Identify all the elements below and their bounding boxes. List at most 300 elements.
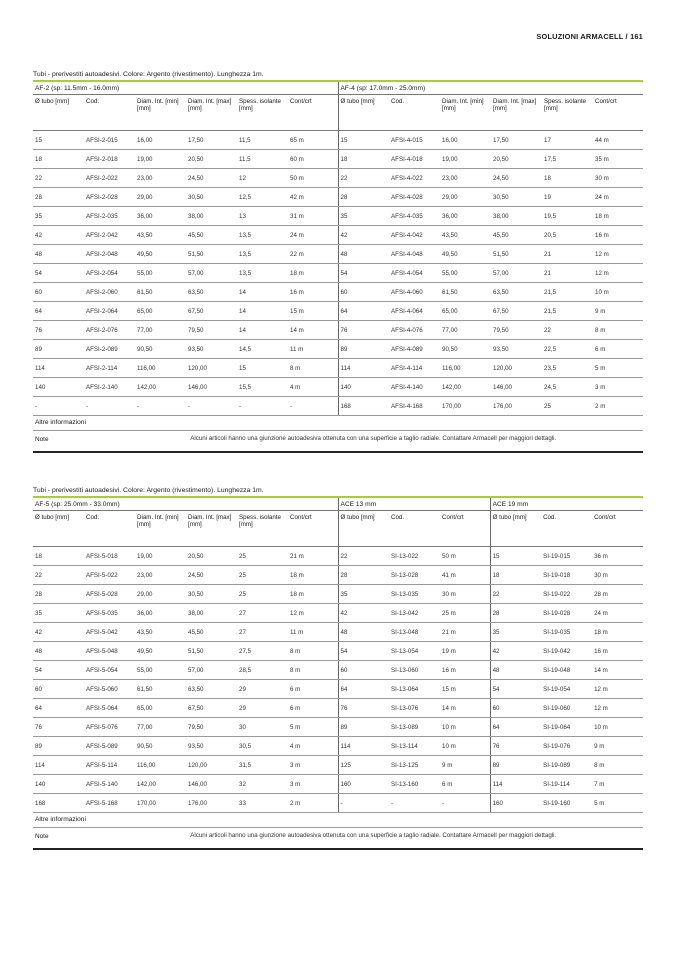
- table-cell: 20,50: [186, 150, 237, 169]
- table-cell: 60: [33, 680, 84, 699]
- table-cell: AFSI-5-076: [84, 718, 135, 737]
- table-cell: 89: [33, 737, 84, 756]
- column-header: Diam. Int. [min] [mm]: [440, 95, 491, 131]
- table-row: [33, 264, 643, 283]
- table-cell: -: [135, 397, 186, 416]
- column-header: Spess. isolante [mm]: [237, 95, 288, 131]
- table-cell: 22: [338, 547, 389, 566]
- table-cell: 60: [490, 699, 541, 718]
- column-header: Cod.: [389, 95, 440, 131]
- table-cell: 24 m: [593, 188, 643, 207]
- product-section-af2-af4: [33, 69, 643, 453]
- table-cell: 176,00: [491, 397, 542, 416]
- table-cell: 9 m: [592, 737, 643, 756]
- group-header: ACE 13 mm: [338, 498, 490, 511]
- table-cell: 19,00: [135, 150, 186, 169]
- table-cell: 2 m: [593, 397, 643, 416]
- table-cell: 60: [33, 283, 84, 302]
- column-header: Spess. isolante [mm]: [237, 511, 288, 547]
- column-header: Cod.: [541, 511, 592, 547]
- group-header: AF-5 (sp: 25.0mm - 33.0mm): [33, 498, 338, 511]
- column-header: Cont/crt: [288, 511, 338, 547]
- table-row: [33, 302, 643, 321]
- table-cell: 20,5: [542, 226, 593, 245]
- table-cell: 45,50: [491, 226, 542, 245]
- column-header-row: [33, 95, 643, 131]
- table-cell: AFSI-2-140: [84, 378, 135, 397]
- table-cell: 49,50: [440, 245, 491, 264]
- column-header: Cod.: [84, 95, 135, 131]
- table-cell: AFSI-4-018: [389, 150, 440, 169]
- group-header-row: [33, 82, 643, 95]
- product-table: [33, 498, 643, 813]
- table-row: [33, 699, 643, 718]
- table-cell: 14: [237, 302, 288, 321]
- table-cell: 14: [237, 283, 288, 302]
- table-cell: 22: [33, 169, 84, 188]
- table-cell: 38,00: [186, 604, 237, 623]
- table-cell: 30: [237, 718, 288, 737]
- table-cell: 65 m: [288, 131, 338, 150]
- table-cell: 8 m: [592, 756, 643, 775]
- table-cell: 43,50: [135, 623, 186, 642]
- table-cell: AFSI-2-076: [84, 321, 135, 340]
- table-cell: 8 m: [288, 642, 338, 661]
- table-row: [33, 188, 643, 207]
- table-cell: SI-13-160: [389, 775, 440, 794]
- table-cell: AFSI-2-022: [84, 169, 135, 188]
- table-cell: 30 m: [593, 169, 643, 188]
- table-cell: 13,5: [237, 264, 288, 283]
- table-cell: AFSI-4-089: [389, 340, 440, 359]
- table-cell: 42: [490, 642, 541, 661]
- table-cell: AFSI-4-028: [389, 188, 440, 207]
- column-header: Diam. Int. [min] [mm]: [135, 511, 186, 547]
- table-cell: 48: [33, 245, 84, 264]
- table-cell: 32: [237, 775, 288, 794]
- table-cell: 24,50: [491, 169, 542, 188]
- table-cell: 170,00: [440, 397, 491, 416]
- table-cell: 42: [33, 226, 84, 245]
- table-cell: AFSI-2-060: [84, 283, 135, 302]
- table-cell: 30,50: [186, 585, 237, 604]
- table-cell: SI-19-022: [541, 585, 592, 604]
- table-row: [33, 794, 643, 813]
- table-cell: 36,00: [135, 604, 186, 623]
- group-header: ACE 19 mm: [490, 498, 643, 511]
- table-cell: 18: [338, 150, 389, 169]
- column-header: Ø tubo [mm]: [338, 511, 389, 547]
- table-cell: 48: [338, 623, 389, 642]
- table-cell: 114: [338, 737, 389, 756]
- table-cell: SI-13-076: [389, 699, 440, 718]
- table-cell: AFSI-5-114: [84, 756, 135, 775]
- column-header: Ø tubo [mm]: [490, 511, 541, 547]
- note-row: [33, 431, 643, 453]
- table-cell: 17: [542, 131, 593, 150]
- table-cell: SI-13-125: [389, 756, 440, 775]
- table-cell: 35 m: [593, 150, 643, 169]
- table-cell: 7 m: [592, 775, 643, 794]
- table-cell: 51,50: [186, 245, 237, 264]
- table-row: [33, 547, 643, 566]
- table-cell: 11 m: [288, 623, 338, 642]
- table-cell: 19,5: [542, 207, 593, 226]
- table-cell: 16,00: [135, 131, 186, 150]
- note-row: [33, 828, 643, 850]
- table-cell: 120,00: [186, 359, 237, 378]
- table-cell: 30 m: [592, 566, 643, 585]
- table-cell: 18: [33, 547, 84, 566]
- table-cell: AFSI-2-028: [84, 188, 135, 207]
- table-cell: 19,00: [135, 547, 186, 566]
- table-row: [33, 340, 643, 359]
- table-cell: 79,50: [186, 718, 237, 737]
- table-row: [33, 623, 643, 642]
- table-cell: 3 m: [288, 756, 338, 775]
- table-cell: 76: [338, 321, 389, 340]
- table-cell: 21,5: [542, 302, 593, 321]
- table-cell: 10 m: [593, 283, 643, 302]
- table-row: [33, 131, 643, 150]
- column-header: Cod.: [84, 511, 135, 547]
- table-cell: 16,00: [440, 131, 491, 150]
- table-cell: SI-13-028: [389, 566, 440, 585]
- table-cell: 63,50: [186, 283, 237, 302]
- table-cell: 93,50: [491, 340, 542, 359]
- table-cell: 45,50: [186, 226, 237, 245]
- table-cell: 120,00: [186, 756, 237, 775]
- table-row: [33, 169, 643, 188]
- table-cell: AFSI-5-022: [84, 566, 135, 585]
- table-cell: 77,00: [135, 321, 186, 340]
- table-cell: AFSI-2-064: [84, 302, 135, 321]
- table-cell: 13: [237, 207, 288, 226]
- table-cell: 140: [338, 378, 389, 397]
- table-cell: 8 m: [288, 359, 338, 378]
- table-cell: 6 m: [288, 699, 338, 718]
- table-cell: 60 m: [288, 150, 338, 169]
- table-cell: 114: [490, 775, 541, 794]
- table-cell: SI-19-028: [541, 604, 592, 623]
- section-title: Tubi - prerivestiti autoadesivi. Colore: Argento (rivestimento). Lunghezza 1m.: [33, 71, 264, 78]
- table-cell: 64: [338, 302, 389, 321]
- table-cell: 14 m: [592, 661, 643, 680]
- column-header: Diam. Int. [min] [mm]: [135, 95, 186, 131]
- table-cell: 14 m: [440, 699, 490, 718]
- table-cell: 63,50: [491, 283, 542, 302]
- table-cell: 23,00: [440, 169, 491, 188]
- table-cell: 24,5: [542, 378, 593, 397]
- table-cell: 51,50: [491, 245, 542, 264]
- column-header: Cont/crt: [440, 511, 490, 547]
- column-header-row: [33, 511, 643, 547]
- table-cell: 15 m: [440, 680, 490, 699]
- table-cell: 33: [237, 794, 288, 813]
- table-cell: 6 m: [288, 680, 338, 699]
- table-row: [33, 604, 643, 623]
- table-cell: 65,00: [440, 302, 491, 321]
- table-cell: AFSI-5-054: [84, 661, 135, 680]
- column-header: Ø tubo [mm]: [33, 511, 84, 547]
- column-header: Spess. isolante [mm]: [542, 95, 593, 131]
- table-cell: 21 m: [440, 623, 490, 642]
- table-cell: 15: [237, 359, 288, 378]
- column-header: Diam. Int. [max] [mm]: [186, 511, 237, 547]
- section-title: Tubi - prerivestiti autoadesivi. Colore: Argento (rivestimento). Lunghezza 1m.: [33, 487, 264, 494]
- table-cell: SI-13-064: [389, 680, 440, 699]
- table-cell: 114: [33, 359, 84, 378]
- table-cell: 8 m: [593, 321, 643, 340]
- table-cell: 4 m: [288, 737, 338, 756]
- table-cell: 51,50: [186, 642, 237, 661]
- table-cell: 35: [490, 623, 541, 642]
- table-cell: 30,5: [237, 737, 288, 756]
- table-cell: 67,50: [186, 699, 237, 718]
- table-cell: 27: [237, 604, 288, 623]
- table-cell: 30,50: [186, 188, 237, 207]
- table-cell: 160: [338, 775, 389, 794]
- table-cell: 16 m: [592, 642, 643, 661]
- table-cell: 18 m: [288, 585, 338, 604]
- table-cell: 35: [33, 604, 84, 623]
- table-cell: 24 m: [288, 226, 338, 245]
- table-cell: 160: [490, 794, 541, 813]
- table-cell: 116,00: [135, 756, 186, 775]
- table-cell: 176,00: [186, 794, 237, 813]
- table-cell: 6 m: [440, 775, 490, 794]
- table-cell: 64: [33, 302, 84, 321]
- table-cell: 64: [33, 699, 84, 718]
- table-cell: AFSI-5-018: [84, 547, 135, 566]
- table-cell: 10 m: [440, 718, 490, 737]
- table-cell: 44 m: [593, 131, 643, 150]
- table-cell: 170,00: [135, 794, 186, 813]
- table-cell: 67,50: [186, 302, 237, 321]
- table-cell: 35: [338, 585, 389, 604]
- table-cell: 29,00: [135, 188, 186, 207]
- table-cell: 29,00: [135, 585, 186, 604]
- table-row: [33, 737, 643, 756]
- table-cell: AFSI-5-168: [84, 794, 135, 813]
- table-row: [33, 585, 643, 604]
- table-cell: 28: [338, 188, 389, 207]
- table-row: [33, 245, 643, 264]
- table-cell: 76: [33, 321, 84, 340]
- table-cell: 9 m: [593, 302, 643, 321]
- table-cell: 65,00: [135, 302, 186, 321]
- table-cell: 42: [338, 604, 389, 623]
- table-cell: 93,50: [186, 340, 237, 359]
- table-cell: 25: [542, 397, 593, 416]
- table-cell: -: [33, 397, 84, 416]
- table-cell: 54: [490, 680, 541, 699]
- table-cell: 2 m: [288, 794, 338, 813]
- table-cell: 38,00: [186, 207, 237, 226]
- table-row: [33, 680, 643, 699]
- table-cell: 36,00: [440, 207, 491, 226]
- table-cell: 15,5: [237, 378, 288, 397]
- table-cell: 12 m: [593, 245, 643, 264]
- table-row: [33, 226, 643, 245]
- table-cell: AFSI-2-054: [84, 264, 135, 283]
- table-cell: AFSI-4-140: [389, 378, 440, 397]
- product-table: [33, 82, 643, 416]
- column-header: Cont/crt: [288, 95, 338, 131]
- table-cell: 168: [338, 397, 389, 416]
- table-cell: 60: [338, 283, 389, 302]
- table-cell: 22,5: [542, 340, 593, 359]
- table-cell: 43,50: [440, 226, 491, 245]
- table-cell: 18 m: [592, 623, 643, 642]
- table-cell: AFSI-2-089: [84, 340, 135, 359]
- table-cell: 57,00: [186, 264, 237, 283]
- table-cell: AFSI-2-015: [84, 131, 135, 150]
- table-cell: 18: [490, 566, 541, 585]
- table-cell: 23,5: [542, 359, 593, 378]
- table-cell: SI-19-064: [541, 718, 592, 737]
- table-cell: 38,00: [491, 207, 542, 226]
- table-cell: 29,00: [440, 188, 491, 207]
- table-cell: 29: [237, 680, 288, 699]
- table-row: [33, 378, 643, 397]
- table-cell: 63,50: [186, 680, 237, 699]
- table-cell: 57,00: [186, 661, 237, 680]
- column-header: Cod.: [389, 511, 440, 547]
- table-cell: AFSI-5-028: [84, 585, 135, 604]
- table-cell: 11,5: [237, 150, 288, 169]
- table-row: [33, 321, 643, 340]
- table-cell: 21: [542, 264, 593, 283]
- table-cell: 31 m: [288, 207, 338, 226]
- table-row: [33, 718, 643, 737]
- table-cell: 5 m: [288, 718, 338, 737]
- table-cell: 54: [33, 661, 84, 680]
- table-cell: SI-13-054: [389, 642, 440, 661]
- table-cell: 19: [542, 188, 593, 207]
- table-cell: 25: [237, 585, 288, 604]
- table-cell: 20,50: [186, 547, 237, 566]
- table-cell: SI-13-114: [389, 737, 440, 756]
- table-cell: 21,5: [542, 283, 593, 302]
- table-cell: 21: [542, 245, 593, 264]
- table-cell: 57,00: [491, 264, 542, 283]
- table-cell: SI-19-035: [541, 623, 592, 642]
- table-cell: 42: [33, 623, 84, 642]
- table-cell: AFSI-4-076: [389, 321, 440, 340]
- table-cell: SI-13-060: [389, 661, 440, 680]
- table-cell: 31,5: [237, 756, 288, 775]
- column-header: Ø tubo [mm]: [338, 95, 389, 131]
- table-cell: 3 m: [288, 775, 338, 794]
- table-cell: 54: [338, 642, 389, 661]
- table-cell: AFSI-5-089: [84, 737, 135, 756]
- table-cell: 125: [338, 756, 389, 775]
- table-cell: 16 m: [288, 283, 338, 302]
- table-cell: AFSI-5-064: [84, 699, 135, 718]
- table-cell: 22: [490, 585, 541, 604]
- table-cell: 55,00: [135, 264, 186, 283]
- table-cell: 19,00: [440, 150, 491, 169]
- table-cell: 10 m: [440, 737, 490, 756]
- table-cell: SI-19-089: [541, 756, 592, 775]
- table-cell: -: [440, 794, 490, 813]
- table-cell: 14: [237, 321, 288, 340]
- table-cell: 12: [237, 169, 288, 188]
- table-cell: 90,50: [135, 340, 186, 359]
- page-header-title: SOLUZIONI ARMACELL / 161: [536, 32, 643, 41]
- table-cell: AFSI-4-168: [389, 397, 440, 416]
- table-cell: SI-19-160: [541, 794, 592, 813]
- table-cell: 89: [33, 340, 84, 359]
- table-cell: 65,00: [135, 699, 186, 718]
- table-cell: 18 m: [593, 207, 643, 226]
- table-cell: 12 m: [592, 680, 643, 699]
- table-cell: 142,00: [135, 378, 186, 397]
- table-cell: 76: [338, 699, 389, 718]
- table-cell: 15 m: [288, 302, 338, 321]
- table-cell: AFSI-4-054: [389, 264, 440, 283]
- table-cell: 45,50: [186, 623, 237, 642]
- table-cell: 15: [33, 131, 84, 150]
- table-row: [33, 397, 643, 416]
- table-cell: 89: [490, 756, 541, 775]
- table-cell: 64: [338, 680, 389, 699]
- table-cell: 41 m: [440, 566, 490, 585]
- table-row: [33, 207, 643, 226]
- table-cell: 76: [490, 737, 541, 756]
- table-cell: AFSI-4-048: [389, 245, 440, 264]
- table-cell: 60: [338, 661, 389, 680]
- table-cell: SI-19-042: [541, 642, 592, 661]
- note-text: Alcuni articoli hanno una giunzione autoadesiva ottenuta con una superficie a taglio radiale. Contattare Armacell per maggiori dettagli.: [190, 435, 557, 442]
- table-cell: 50 m: [288, 169, 338, 188]
- table-cell: 21 m: [288, 547, 338, 566]
- table-cell: 89: [338, 340, 389, 359]
- column-header: Diam. Int. [max] [mm]: [491, 95, 542, 131]
- table-cell: AFSI-5-060: [84, 680, 135, 699]
- table-cell: AFSI-4-022: [389, 169, 440, 188]
- table-cell: 146,00: [186, 378, 237, 397]
- table-cell: AFSI-4-114: [389, 359, 440, 378]
- table-cell: 114: [338, 359, 389, 378]
- table-cell: SI-19-048: [541, 661, 592, 680]
- table-cell: 14,5: [237, 340, 288, 359]
- table-cell: 146,00: [186, 775, 237, 794]
- table-cell: SI-13-035: [389, 585, 440, 604]
- product-section-af5-ace: [33, 485, 643, 850]
- table-cell: 61,50: [440, 283, 491, 302]
- table-cell: 24 m: [592, 604, 643, 623]
- table-cell: -: [389, 794, 440, 813]
- table-cell: -: [288, 397, 338, 416]
- table-cell: AFSI-2-114: [84, 359, 135, 378]
- table-cell: 55,00: [135, 661, 186, 680]
- table-cell: 18: [542, 169, 593, 188]
- table-cell: 28,5: [237, 661, 288, 680]
- table-cell: AFSI-2-018: [84, 150, 135, 169]
- table-cell: SI-19-060: [541, 699, 592, 718]
- table-cell: SI-13-048: [389, 623, 440, 642]
- table-cell: 17,50: [491, 131, 542, 150]
- table-row: [33, 661, 643, 680]
- table-cell: 20,50: [491, 150, 542, 169]
- table-cell: 13,5: [237, 226, 288, 245]
- table-cell: 12 m: [592, 699, 643, 718]
- table-cell: -: [237, 397, 288, 416]
- table-cell: 28 m: [592, 585, 643, 604]
- table-cell: 22: [33, 566, 84, 585]
